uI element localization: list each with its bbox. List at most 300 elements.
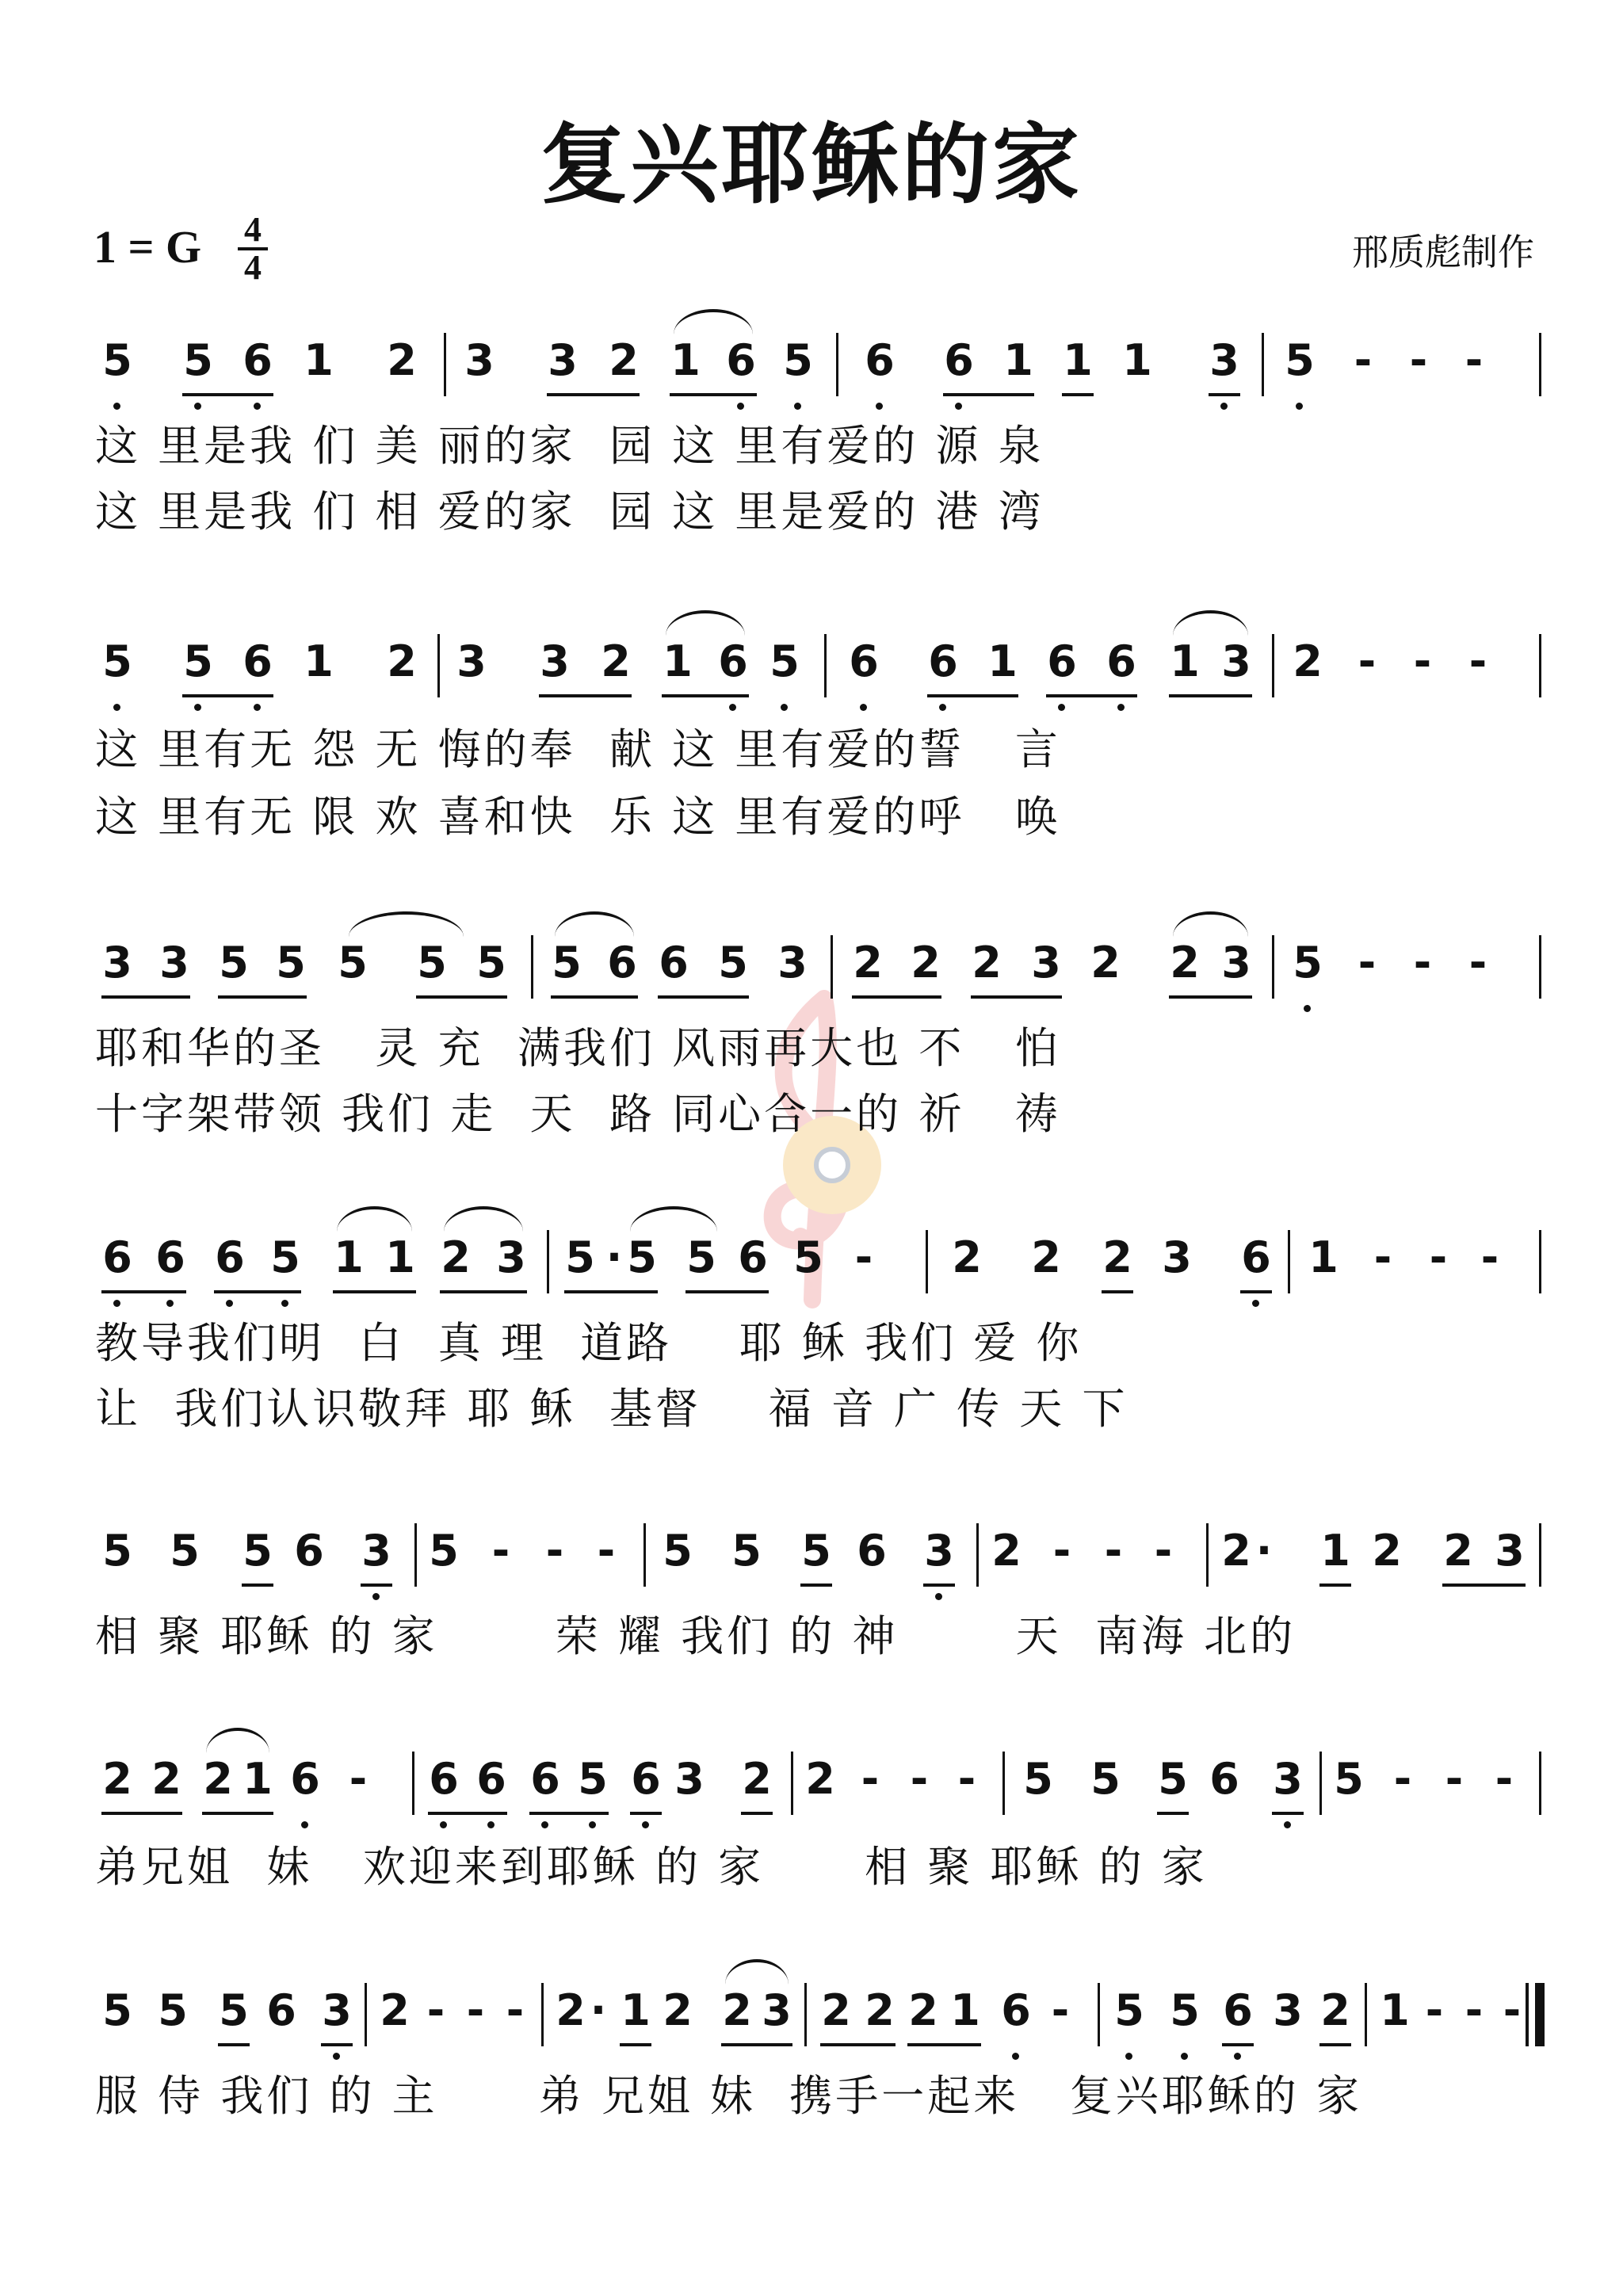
barline	[1098, 1983, 1100, 2046]
notation-note: -	[854, 1232, 873, 1282]
barline	[1319, 1752, 1322, 1815]
notation-note: 1	[1380, 1985, 1410, 2035]
notation-note: -	[506, 1985, 525, 2035]
beam-underline	[182, 393, 273, 396]
octave-dot	[1125, 2053, 1132, 2060]
notation-note: 6	[266, 1985, 296, 2035]
notation-note: -	[1465, 335, 1484, 385]
notation-note: 3	[1209, 335, 1239, 385]
notation-note: -	[1409, 335, 1428, 385]
barline	[836, 333, 838, 396]
octave-dot	[113, 1300, 120, 1307]
notes-row-5	[0, 1523, 1623, 1595]
notation-note: 3	[777, 938, 808, 988]
beam-underline	[101, 995, 190, 999]
notation-note: 2	[556, 1985, 586, 2035]
notation-note: 6	[944, 335, 974, 385]
notation-note: 2	[853, 938, 883, 988]
barline	[1002, 1752, 1005, 1815]
barline	[1539, 1523, 1541, 1587]
notation-note: 5	[565, 1232, 595, 1282]
beam-underline	[1442, 1584, 1526, 1587]
notation-note: 6	[155, 1232, 185, 1282]
notation-note: -	[1354, 335, 1373, 385]
barline	[791, 1752, 793, 1815]
lyric-line-5: 相 聚 耶稣 的 家 荣 耀 我们 的 神 天 南海 北的	[95, 1611, 1296, 1661]
notation-note: 3	[322, 1985, 352, 2035]
notation-note: 2	[380, 1985, 410, 2035]
slur-arc	[337, 1206, 412, 1232]
notation-note: 1	[1308, 1232, 1338, 1282]
notation-note: 6	[1223, 1985, 1253, 2035]
octave-dot	[333, 2053, 340, 2060]
notation-note: 6	[659, 938, 689, 988]
beam-underline	[658, 995, 749, 999]
notation-note: -	[466, 1985, 485, 2035]
slur-arc	[1173, 610, 1248, 636]
notes-row-3	[0, 935, 1623, 1007]
notation-note: 1	[242, 1754, 273, 1804]
beam-underline	[101, 1290, 186, 1293]
notation-note: 5	[769, 636, 800, 686]
notation-note: 5	[183, 335, 213, 385]
notation-note: 2	[1443, 1526, 1473, 1576]
notation-note: 5	[801, 1526, 831, 1576]
beam-underline	[1240, 1290, 1272, 1293]
notation-note: 6	[242, 335, 273, 385]
barline	[547, 1230, 549, 1293]
slur-arc	[349, 911, 464, 937]
notation-note: 3	[1221, 938, 1251, 988]
barline	[1539, 1230, 1541, 1293]
notation-note: 5	[219, 1985, 249, 2035]
notation-note: 6	[476, 1754, 506, 1804]
notation-note: 5	[1090, 1754, 1121, 1804]
octave-dot	[935, 1593, 942, 1600]
lyric-line-7: 服 侍 我们 的 主 弟 兄姐 妹 携手一起来 复兴耶稣的 家	[95, 2071, 1362, 2121]
beam-underline	[242, 1584, 273, 1587]
barline	[1526, 1983, 1529, 2046]
barline	[824, 634, 827, 697]
octave-dot	[281, 1300, 288, 1307]
octave-dot	[1220, 403, 1228, 410]
notation-note: -	[957, 1754, 976, 1804]
slur-arc	[1173, 911, 1248, 937]
octave-dot	[254, 403, 261, 410]
octave-dot	[194, 704, 201, 711]
notes-row-2	[0, 634, 1623, 705]
notation-note: 3	[1221, 636, 1251, 686]
beam-underline	[218, 995, 307, 999]
octave-dot	[541, 1821, 548, 1828]
octave-dot	[642, 1821, 649, 1828]
notation-note: 5	[793, 1232, 823, 1282]
beam-underline	[416, 995, 507, 999]
barline	[804, 1983, 807, 2046]
song-title: 复兴耶稣的家	[540, 113, 1083, 216]
beam-underline	[1102, 1290, 1133, 1293]
notation-note: 1	[1320, 1526, 1350, 1576]
octave-dot	[781, 704, 788, 711]
notation-note: 1	[304, 335, 334, 385]
beam-underline	[852, 995, 941, 999]
lyric-line-2b: 这 里有无 限 欢 喜和快 乐 这 里有爱的呼 唤	[95, 792, 1061, 842]
notation-note: 3	[1495, 1526, 1525, 1576]
beam-underline	[361, 1584, 392, 1587]
octave-dot	[226, 1300, 233, 1307]
notation-note: 2	[1293, 636, 1323, 686]
beam-underline	[943, 393, 1034, 396]
slur-arc	[555, 911, 634, 937]
notation-note: 6	[429, 1754, 459, 1804]
notation-note: 6	[290, 1754, 320, 1804]
notation-note: ·	[590, 1985, 607, 2035]
beam-underline	[820, 2043, 896, 2046]
beam-underline	[1157, 1812, 1189, 1815]
lyric-line-1b: 这 里是我 们 相 爱的家 园 这 里是爱的 港 湾	[95, 487, 1044, 537]
notation-note: -	[1154, 1526, 1173, 1576]
beam-underline	[428, 1812, 507, 1815]
notation-note: 1	[987, 636, 1018, 686]
notation-note: 2	[1221, 1526, 1251, 1576]
notation-note: 5	[1285, 335, 1315, 385]
octave-dot	[794, 403, 801, 410]
octave-dot	[1296, 403, 1303, 410]
notation-note: 3	[674, 1754, 705, 1804]
octave-dot	[166, 1300, 174, 1307]
notation-note: 2	[908, 1985, 938, 2035]
barline	[643, 1523, 646, 1587]
beam-underline	[662, 694, 749, 697]
slur-arc	[444, 1206, 523, 1232]
notation-note: -	[1393, 1754, 1412, 1804]
notation-note: 6	[928, 636, 958, 686]
notation-note: -	[349, 1754, 368, 1804]
beam-underline	[1209, 393, 1240, 396]
author-credit: 邢质彪制作	[1352, 231, 1534, 273]
notation-note: 2	[911, 938, 941, 988]
barline	[1288, 1230, 1290, 1293]
notation-note: 1	[385, 1232, 415, 1282]
notation-note: 5	[1170, 1985, 1200, 2035]
beam-underline	[564, 1290, 658, 1293]
notation-note: 5	[578, 1754, 608, 1804]
notation-note: 2	[991, 1526, 1022, 1576]
time-signature-top: 4	[244, 210, 262, 249]
notation-note: 1	[1003, 335, 1033, 385]
barline	[1262, 333, 1264, 396]
octave-dot	[372, 1593, 380, 1600]
octave-dot	[487, 1821, 495, 1828]
notation-note: 6	[1106, 636, 1136, 686]
notation-note: 5	[417, 938, 447, 988]
notation-note: 1	[304, 636, 334, 686]
notation-note: 3	[456, 636, 487, 686]
notation-note: -	[1373, 1232, 1392, 1282]
barline	[926, 1230, 928, 1293]
beam-underline	[685, 1290, 769, 1293]
notation-note: 6	[530, 1754, 560, 1804]
notation-note: 6	[865, 335, 895, 385]
beam-underline	[333, 1290, 416, 1293]
notation-note: 5	[170, 1526, 200, 1576]
notation-note: -	[1468, 938, 1487, 988]
notation-note: 5	[1023, 1754, 1053, 1804]
beam-underline	[1222, 2043, 1254, 2046]
barline	[437, 634, 440, 697]
notation-note: 2	[1320, 1985, 1350, 2035]
notation-note: 3	[540, 636, 570, 686]
lyric-line-1a: 这 里是我 们 美 丽的家 园 这 里有爱的 源 泉	[95, 421, 1044, 471]
notation-note: 5	[1293, 938, 1323, 988]
notation-note: 6	[1047, 636, 1077, 686]
octave-dot	[1304, 1005, 1311, 1012]
notation-note: 2	[865, 1985, 895, 2035]
notation-note: 5	[276, 938, 306, 988]
notation-note: 2	[1170, 938, 1200, 988]
notation-note: 6	[857, 1526, 887, 1576]
lyric-line-3a: 耶和华的圣 灵 充 满我们 风雨再大也 不 怕	[95, 1023, 1061, 1073]
octave-dot	[113, 403, 120, 410]
notation-note: 6	[215, 1232, 245, 1282]
notation-note: 1	[334, 1232, 364, 1282]
notation-note: 5	[102, 335, 132, 385]
barline	[1539, 333, 1541, 396]
notation-note: 2	[663, 1985, 693, 2035]
notation-note: 2	[722, 1985, 752, 2035]
beam-underline	[927, 694, 1018, 697]
slur-arc	[725, 1959, 789, 1985]
barline	[541, 1983, 544, 2046]
notation-note: -	[910, 1754, 929, 1804]
beam-underline	[101, 1812, 182, 1815]
octave-dot	[1117, 704, 1125, 711]
barline	[414, 1523, 417, 1587]
octave-dot	[254, 704, 261, 711]
notation-note: 1	[1063, 335, 1093, 385]
notation-note: 2	[742, 1754, 772, 1804]
notation-note: 5	[183, 636, 213, 686]
beam-underline	[218, 2043, 250, 2046]
notation-note: -	[1358, 636, 1377, 686]
beam-underline	[1169, 995, 1252, 999]
notation-note: 2	[151, 1754, 181, 1804]
notation-note: 3	[924, 1526, 954, 1576]
notation-note: 2	[441, 1232, 471, 1282]
barline	[444, 333, 446, 396]
lyric-line-4b: 让 我们认识敬拜 耶 稣 基督 福 音 广 传 天 下	[95, 1384, 1128, 1434]
notation-note: -	[1051, 1985, 1070, 2035]
slur-arc	[674, 309, 753, 334]
notation-note: -	[1468, 636, 1487, 686]
notation-note: -	[1480, 1232, 1499, 1282]
beam-underline	[1319, 1584, 1351, 1587]
octave-dot	[1252, 1300, 1259, 1307]
notation-note: 6	[294, 1526, 324, 1576]
notation-note: 3	[762, 1985, 792, 2035]
notation-note: 6	[1001, 1985, 1031, 2035]
notation-note: 2	[1102, 1232, 1132, 1282]
barline	[1206, 1523, 1209, 1587]
beam-underline	[923, 1584, 955, 1587]
notation-note: -	[1465, 1985, 1484, 2035]
notes-row-1	[0, 333, 1623, 404]
time-signature	[235, 212, 271, 285]
notation-note: 3	[361, 1526, 391, 1576]
notation-note: 2	[387, 335, 417, 385]
lyric-line-2a: 这 里有无 怨 无 悔的奉 献 这 里有爱的誓 言	[95, 724, 1061, 774]
notation-note: 5	[663, 1526, 693, 1576]
notation-note: 5	[718, 938, 748, 988]
lyric-line-4a: 教导我们明 白 真 理 道路 耶 稣 我们 爱 你	[95, 1318, 1083, 1368]
octave-dot	[440, 1821, 447, 1828]
barline	[1539, 935, 1541, 999]
barline	[531, 935, 533, 999]
notation-note: -	[1429, 1232, 1448, 1282]
barline	[1539, 1752, 1541, 1815]
notation-note: 5	[219, 938, 249, 988]
notation-note: 3	[1162, 1232, 1192, 1282]
notation-note: 5	[102, 636, 132, 686]
octave-dot	[301, 1821, 308, 1828]
notation-note: ·	[605, 1232, 623, 1282]
notation-note: -	[1358, 938, 1377, 988]
beam-underline	[539, 694, 632, 697]
notation-note: 2	[952, 1232, 982, 1282]
notation-note: 5	[102, 1526, 132, 1576]
notation-note: 2	[203, 1754, 233, 1804]
notation-note: -	[1495, 1754, 1514, 1804]
notation-note: 3	[1273, 1754, 1303, 1804]
notation-note: 5	[731, 1526, 762, 1576]
beam-underline	[440, 1290, 527, 1293]
key-signature: 1 = G	[94, 221, 202, 273]
lyric-line-3b: 十字架带领 我们 走 天 路 同心合一的 祈 祷	[95, 1089, 1061, 1139]
octave-dot	[1284, 1821, 1291, 1828]
beam-underline	[202, 1812, 273, 1815]
notes-row-7	[0, 1983, 1623, 2054]
beam-underline	[214, 1290, 301, 1293]
beam-underline	[547, 393, 640, 396]
notation-note: -	[1413, 636, 1432, 686]
notation-note: 2	[1031, 1232, 1061, 1282]
octave-dot	[939, 704, 946, 711]
notation-note: 2	[1372, 1526, 1402, 1576]
notation-note: 3	[159, 938, 189, 988]
notes-row-6	[0, 1752, 1623, 1823]
beam-underline	[1319, 2043, 1351, 2046]
notation-note: 6	[1209, 1754, 1239, 1804]
beam-underline	[551, 995, 638, 999]
notation-note: 5	[102, 1985, 132, 2035]
notation-note: 3	[1273, 1985, 1303, 2035]
notation-note: -	[426, 1985, 445, 2035]
notation-note: 6	[1241, 1232, 1271, 1282]
notation-note: 3	[548, 335, 578, 385]
notation-note: 1	[1122, 335, 1152, 385]
barline	[412, 1752, 414, 1815]
notation-note: 2	[601, 636, 631, 686]
notation-note: 5	[338, 938, 368, 988]
notation-note: 2	[1090, 938, 1121, 988]
notation-note: 1	[663, 636, 693, 686]
beam-underline	[620, 2043, 651, 2046]
notation-note: 1	[950, 1985, 980, 2035]
notation-note: 3	[102, 938, 132, 988]
beam-underline	[1169, 694, 1252, 697]
notation-note: -	[597, 1526, 616, 1576]
notation-note: 5	[1158, 1754, 1188, 1804]
octave-dot	[113, 704, 120, 711]
beam-underline	[741, 1812, 773, 1815]
notation-note: 5	[552, 938, 582, 988]
octave-dot	[737, 403, 744, 410]
octave-dot	[194, 403, 201, 410]
notation-note: 5	[158, 1985, 188, 2035]
barline	[1539, 634, 1541, 697]
notation-note: 5	[1114, 1985, 1144, 2035]
beam-underline	[1272, 1812, 1304, 1815]
notation-note: 3	[464, 335, 495, 385]
notation-note: 6	[607, 938, 637, 988]
octave-dot	[1234, 2053, 1241, 2060]
octave-dot	[589, 1821, 596, 1828]
notation-note: 5	[1334, 1754, 1364, 1804]
octave-dot	[1181, 2053, 1188, 2060]
octave-dot	[955, 403, 962, 410]
notation-note: -	[545, 1526, 564, 1576]
notation-note: 2	[972, 938, 1002, 988]
lyric-line-6: 弟兄姐 妹 欢迎来到耶稣 的 家 相 聚 耶稣 的 家	[95, 1842, 1208, 1892]
slur-arc	[630, 1206, 717, 1232]
notation-note: 6	[726, 335, 756, 385]
notation-note: 6	[631, 1754, 661, 1804]
barline	[1535, 1983, 1545, 2046]
slur-arc	[666, 610, 745, 636]
octave-dot	[860, 704, 867, 711]
barline	[365, 1983, 367, 2046]
beam-underline	[1046, 694, 1137, 697]
beam-underline	[721, 2043, 792, 2046]
notation-note: 5	[627, 1232, 657, 1282]
notation-note: -	[1413, 938, 1432, 988]
beam-underline	[1062, 393, 1094, 396]
octave-dot	[1058, 704, 1065, 711]
beam-underline	[907, 2043, 981, 2046]
notation-note: -	[491, 1526, 510, 1576]
notation-note: 3	[1031, 938, 1061, 988]
octave-dot	[729, 704, 736, 711]
beam-underline	[971, 995, 1062, 999]
beam-underline	[529, 1812, 609, 1815]
octave-dot	[876, 403, 883, 410]
beam-underline	[670, 393, 757, 396]
notation-note: 1	[621, 1985, 651, 2035]
notation-note: 6	[242, 636, 273, 686]
beam-underline	[800, 1584, 832, 1587]
notes-row-4	[0, 1230, 1623, 1301]
notation-note: 5	[686, 1232, 716, 1282]
barline	[1272, 935, 1274, 999]
notation-note: 2	[805, 1754, 835, 1804]
notation-note: 2	[387, 636, 417, 686]
notation-note: 5	[476, 938, 506, 988]
notation-note: 5	[783, 335, 813, 385]
beam-underline	[630, 1812, 662, 1815]
slur-arc	[206, 1728, 269, 1753]
notation-note: -	[1104, 1526, 1123, 1576]
notation-note: -	[1503, 1985, 1522, 2035]
